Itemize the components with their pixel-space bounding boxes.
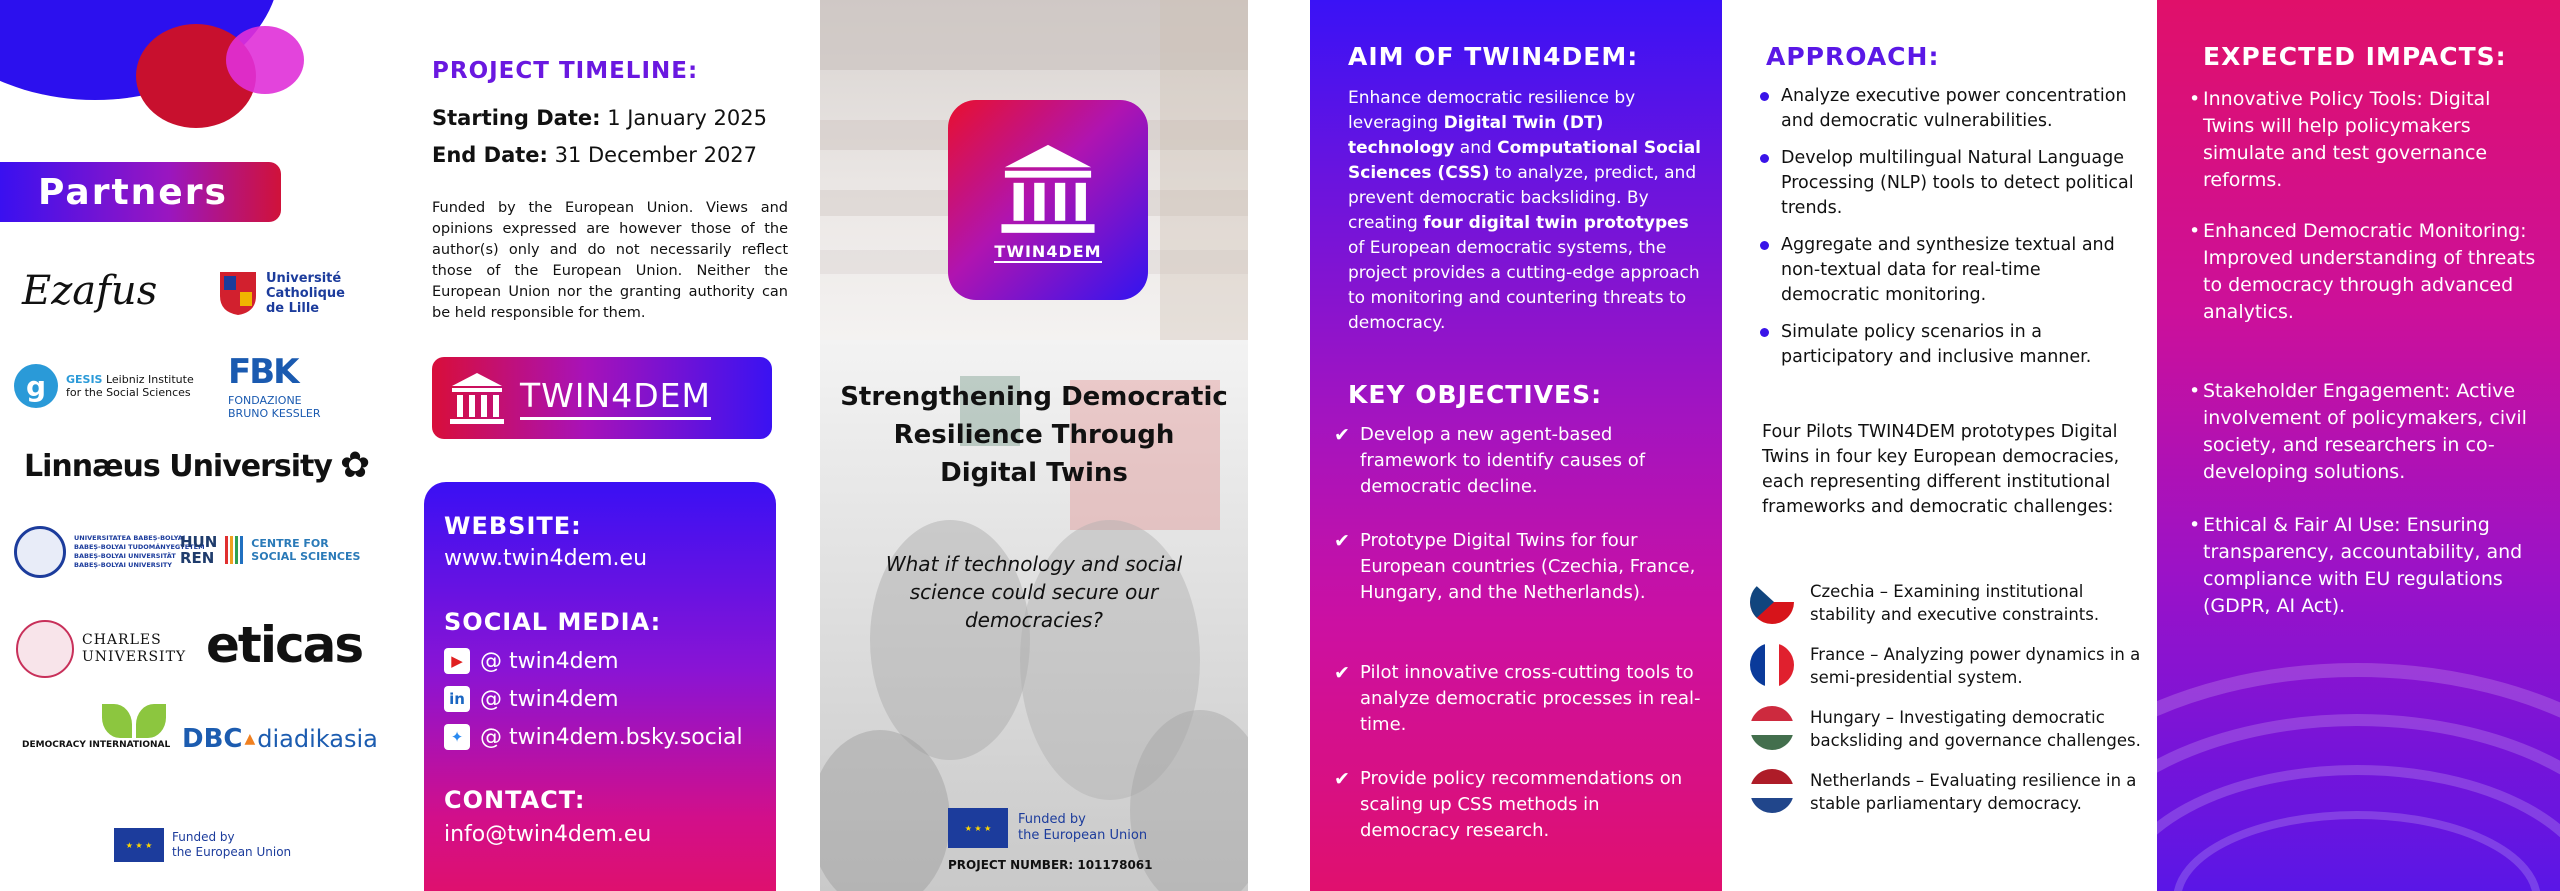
- objective-item: ✔ Prototype Digital Twins for four European countries (Czechia, France, Hungary, and the Netherlands).: [1334, 528, 1704, 606]
- bluesky-icon: ✦: [444, 724, 470, 750]
- approach-item: Simulate policy scenarios in a participatory and inclusive manner.: [1760, 320, 2140, 370]
- contact-email[interactable]: info@twin4dem.eu: [444, 822, 652, 847]
- bullet-icon: •: [2189, 88, 2201, 110]
- impact-item: • Ethical & Fair AI Use: Ensuring transparency, accountability, and compliance with EU regulations (GDPR, AI Act).: [2189, 514, 2523, 617]
- cover-logo: [948, 100, 1148, 300]
- netherlands-flag-icon: [1750, 769, 1794, 813]
- decor-blob-pink: [226, 26, 304, 94]
- country-france: France – Analyzing power dynamics in a semi-presidential system.: [1750, 643, 2150, 689]
- logo-charles: CHARLES UNIVERSITY: [16, 620, 186, 678]
- social-bluesky[interactable]: ✦ @ twin4dem.bsky.social: [444, 724, 743, 750]
- bullet-icon: [1760, 92, 1769, 101]
- bullet-icon: [1760, 241, 1769, 250]
- partners-panel: [0, 0, 410, 891]
- cover-title: Strengthening Democratic Resilience Through Digital Twins: [840, 382, 1228, 488]
- parliament-icon: [998, 138, 1098, 238]
- partners-heading: Partners: [38, 171, 228, 213]
- objective-item: ✔ Pilot innovative cross-cutting tools to analyze democratic processes in real-time.: [1334, 660, 1704, 738]
- twin4dem-badge: [432, 357, 772, 439]
- impact-item: • Stakeholder Engagement: Active involvement of policymakers, civil society, and researchers in co-developing solutions.: [2189, 380, 2527, 483]
- tree-icon: ✿: [339, 445, 371, 486]
- css-bars-icon: [225, 536, 243, 564]
- aim-panel: [1310, 0, 1722, 891]
- ubb-seal-icon: [14, 526, 66, 578]
- logo-lille: Université Catholique de Lille: [218, 270, 345, 316]
- logo-gesis: g GESIS Leibniz Institute for the Social Sciences: [14, 364, 194, 408]
- eu-flag-icon: ★ ★ ★: [948, 808, 1008, 848]
- website-link[interactable]: www.twin4dem.eu: [444, 546, 648, 571]
- logo-linnaeus: Linnæus University ✿: [24, 445, 371, 486]
- check-icon: ✔: [1334, 768, 1350, 790]
- check-icon: ✔: [1334, 424, 1350, 446]
- cover-eu-funded: ★ ★ ★ Funded by the European Union: [948, 808, 1147, 848]
- impacts-title: EXPECTED IMPACTS:: [2203, 42, 2507, 71]
- badge-text: TWIN4DEM: [520, 376, 711, 420]
- impact-item: • Innovative Policy Tools: Digital Twins will help policymakers simulate and test governance reforms.: [2189, 88, 2491, 191]
- timeline-title: PROJECT TIMELINE:: [432, 58, 699, 84]
- eu-disclaimer: Funded by the European Union. Views and opinions expressed are however those of the author(s) only and do not necessarily reflect those of the European Union. Neither the European Union nor the granting authority can be held responsible for them.: [432, 200, 788, 321]
- objective-item: ✔ Provide policy recommendations on scaling up CSS methods in democracy research.: [1334, 766, 1704, 844]
- di-leaves-icon: [102, 704, 166, 738]
- bullet-icon: [1760, 328, 1769, 337]
- logo-eu-funded: ★ ★ ★ Funded by the European Union: [114, 828, 291, 862]
- impact-item: • Enhanced Democratic Monitoring: Improved understanding of threats to democracy through advanced analytics.: [2189, 220, 2536, 323]
- social-youtube[interactable]: ▶ @ twin4dem: [444, 648, 619, 674]
- end-date: End Date: 31 December 2027: [432, 143, 758, 167]
- check-icon: ✔: [1334, 662, 1350, 684]
- bullet-icon: •: [2189, 220, 2201, 242]
- approach-item: Develop multilingual Natural Language Processing (NLP) tools to detect political trends.: [1760, 146, 2140, 221]
- parliament-icon: [448, 370, 506, 426]
- bullet-icon: [1760, 154, 1769, 163]
- logo-hunren-css: HUN REN CENTRE FOR SOCIAL SCIENCES: [180, 533, 361, 567]
- approach-panel: [1722, 0, 2157, 891]
- cover-panel: [820, 0, 1248, 891]
- website-label: WEBSITE:: [444, 512, 582, 540]
- social-label: SOCIAL MEDIA:: [444, 608, 662, 636]
- eu-flag-icon: ★ ★ ★: [114, 828, 164, 862]
- aim-text: Enhance democratic resilience by leveraging Digital Twin (DT) technology and Computational Social Sciences (CSS) to analyze, predict, and prevent democratic backsliding. By creating four digital twin prototypes of European democratic systems, the project provides a cutting-edge approach to monitoring and countering threats to democracy.: [1348, 88, 1701, 333]
- logo-fbk: FBK FONDAZIONE BRUNO KESSLER: [228, 352, 321, 420]
- start-date: Starting Date: 1 January 2025: [432, 106, 767, 130]
- hungary-flag-icon: [1750, 706, 1794, 750]
- country-netherlands: Netherlands – Evaluating resilience in a stable parliamentary democracy.: [1750, 769, 2150, 815]
- bullet-icon: •: [2189, 380, 2201, 402]
- logo-eticas: eticas: [206, 616, 363, 674]
- youtube-icon: ▶: [444, 648, 470, 674]
- contact-box: [424, 482, 776, 891]
- impacts-panel: [2157, 0, 2560, 891]
- logo-erasmus: Ezafus: [22, 268, 158, 314]
- approach-title: APPROACH:: [1766, 42, 1940, 71]
- objectives-title: KEY OBJECTIVES:: [1348, 380, 1603, 409]
- partners-heading-bar: [0, 162, 281, 222]
- objective-item: ✔ Develop a new agent-based framework to identify causes of democratic decline.: [1334, 422, 1704, 500]
- cover-logo-text: TWIN4DEM: [994, 241, 1102, 261]
- logo-democracy-international: DEMOCRACY INTERNATIONAL: [22, 704, 170, 750]
- project-number: PROJECT NUMBER: 101178061: [948, 858, 1153, 872]
- logo-ubb: UNIVERSITATEA BABEȘ-BOLYAI BABEȘ-BOLYAI TUDOMÁNYEGYETEM BABEȘ-BOLYAI UNIVERSITÄT BABEȘ-BOLYAI UNIVERSITY: [14, 526, 205, 578]
- lille-shield-icon: [218, 270, 258, 316]
- logo-dbc-diadikasia: DBC ▲ diadikasia: [182, 724, 378, 754]
- country-czechia: Czechia – Examining institutional stability and executive constraints.: [1750, 580, 2150, 626]
- gesis-g-icon: g: [14, 364, 58, 408]
- contact-label: CONTACT:: [444, 786, 586, 814]
- timeline-panel: [410, 0, 820, 891]
- czechia-flag-icon: [1750, 580, 1794, 624]
- charles-seal-icon: [16, 620, 74, 678]
- approach-item: Analyze executive power concentration and democratic vulnerabilities.: [1760, 84, 2140, 134]
- france-flag-icon: [1750, 643, 1794, 687]
- check-icon: ✔: [1334, 530, 1350, 552]
- aim-title: AIM OF TWIN4DEM:: [1348, 42, 1639, 71]
- country-hungary: Hungary – Investigating democratic backsliding and governance challenges.: [1750, 706, 2150, 752]
- approach-item: Aggregate and synthesize textual and non-textual data for real-time democratic monitoring.: [1760, 233, 2140, 308]
- triangle-icon: ▲: [244, 731, 256, 747]
- social-linkedin[interactable]: in @ twin4dem: [444, 686, 619, 712]
- bullet-icon: •: [2189, 514, 2201, 536]
- linkedin-icon: in: [444, 686, 470, 712]
- pilots-intro: Four Pilots TWIN4DEM prototypes Digital Twins in four key European democracies, each representing different institutional frameworks and democratic challenges:: [1762, 422, 2120, 517]
- cover-question: What if technology and social science could secure our democracies?: [885, 552, 1183, 632]
